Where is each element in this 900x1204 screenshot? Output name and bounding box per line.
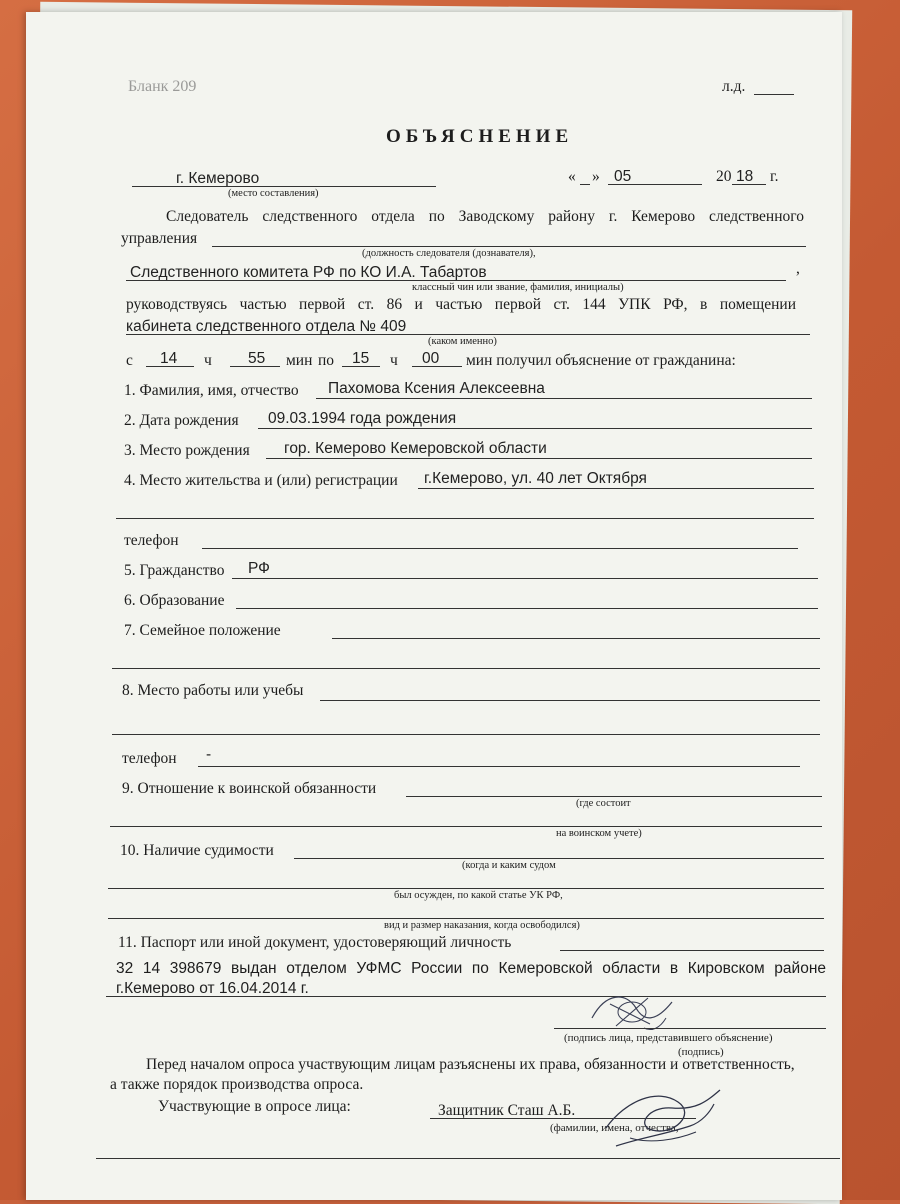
document-page	[26, 12, 842, 1200]
explain-line-2: а также порядок производства опроса.	[110, 1076, 364, 1093]
position-line	[212, 246, 806, 247]
investigator-comma: ,	[796, 260, 800, 277]
intro-line-2: управления	[121, 230, 198, 247]
time-to-min-line	[412, 366, 462, 367]
investigator-line	[126, 280, 786, 281]
position-caption: (должность следователя (дознавателя),	[362, 248, 536, 259]
time-tail: мин получил объяснение от гражданина:	[466, 352, 736, 369]
field-10-line-2	[108, 888, 824, 889]
field-9-line-2	[110, 826, 822, 827]
participant-value: Защитник Сташ А.Б.	[438, 1102, 576, 1119]
field-5-line	[232, 578, 818, 579]
time-from-label: с	[126, 352, 133, 369]
participant-caption: (фамилии, имена, отчества,	[550, 1122, 679, 1134]
signature-caption-2: (подпись)	[678, 1046, 724, 1058]
case-sheet-line	[754, 94, 794, 95]
field-4-label: 4. Место жительства и (или) регистрации	[124, 472, 398, 489]
field-3-value: гор. Кемерово Кемеровской области	[284, 440, 547, 457]
field-11-value-1: 32 14 398679 выдан отделом УФМС России по Кемеровской области в Кировском районе	[116, 960, 826, 977]
room-value: кабинета следственного отдела № 409	[126, 318, 407, 335]
phone-2-value: -	[206, 746, 212, 763]
field-4-line-2	[116, 518, 814, 519]
time-to-hour-line	[342, 366, 380, 367]
document-title: ОБЪЯСНЕНИЕ	[386, 126, 574, 147]
time-from-hour-line	[146, 366, 194, 367]
phone-2-line	[198, 766, 800, 767]
time-from-min-line	[230, 366, 280, 367]
guided-line: руководствуясь частью первой ст. 86 и частью первой ст. 144 УПК РФ, в помещении	[126, 296, 796, 313]
phone-2-label: телефон	[122, 750, 177, 767]
field-11-value-2: г.Кемерово от 16.04.2014 г.	[116, 980, 309, 997]
field-11-label: 11. Паспорт или иной документ, удостоверяющий личность	[118, 934, 512, 951]
field-10-caption-2: был осужден, по какой статье УК РФ,	[394, 890, 563, 901]
date-month-value: 05	[614, 168, 632, 185]
date-close-quote: »	[592, 168, 600, 185]
time-from-hour: 14	[160, 350, 178, 367]
participants-line-2	[96, 1158, 840, 1159]
investigator-value: Следственного комитета РФ по КО И.А. Табартов	[130, 264, 487, 281]
field-11-line	[560, 950, 824, 951]
field-5-value: РФ	[248, 560, 270, 577]
field-3-label: 3. Место рождения	[124, 442, 250, 459]
field-10-caption-1: (когда и каким судом	[462, 860, 556, 871]
field-9-label: 9. Отношение к воинской обязанности	[122, 780, 377, 797]
field-2-label: 2. Дата рождения	[124, 412, 239, 429]
field-7-line-2	[112, 668, 820, 669]
field-10-line	[294, 858, 824, 859]
participants-label: Участвующие в опросе лица:	[158, 1098, 351, 1115]
field-10-caption-3: вид и размер наказания, когда освободился)	[384, 920, 580, 931]
field-11-line-2	[106, 996, 826, 997]
time-to-label: по	[318, 352, 335, 369]
field-2-line	[258, 428, 812, 429]
place-caption: (место составления)	[228, 188, 319, 199]
field-5-label: 5. Гражданство	[124, 562, 225, 579]
field-6-label: 6. Образование	[124, 592, 225, 609]
explain-line-1: Перед началом опроса участвующим лицам разъяснены их права, обязанности и ответственность,	[146, 1056, 795, 1073]
rank-caption: классный чин или звание, фамилия, инициалы)	[412, 282, 624, 293]
intro-line-1: Следователь следственного отдела по Заводскому району г. Кемерово следственного	[166, 208, 804, 225]
field-10-label: 10. Наличие судимости	[120, 842, 274, 859]
phone-label: телефон	[124, 532, 179, 549]
year-label: г.	[770, 168, 779, 185]
hour-label-1: ч	[204, 352, 212, 369]
time-from-min: 55	[248, 350, 266, 367]
signature-caption-1: (подпись лица, представившего объяснение)	[564, 1032, 773, 1044]
field-10-line-3	[108, 918, 824, 919]
field-1-value: Пахомова Ксения Алексеевна	[328, 380, 545, 397]
field-8-line-2	[112, 734, 820, 735]
phone-line	[202, 548, 798, 549]
hour-label-2: ч	[390, 352, 398, 369]
field-7-line	[332, 638, 820, 639]
field-1-label: 1. Фамилия, имя, отчество	[124, 382, 299, 399]
blank-label: Бланк 209	[128, 78, 197, 95]
date-month-line	[608, 184, 702, 185]
year-prefix: 20	[716, 168, 732, 185]
field-2-value: 09.03.1994 года рождения	[268, 410, 457, 427]
room-caption: (каком именно)	[428, 336, 497, 347]
place-line	[132, 186, 436, 187]
field-4-line	[418, 488, 814, 489]
year-suffix-value: 18	[736, 168, 754, 185]
field-3-line	[266, 458, 812, 459]
year-line	[732, 184, 766, 185]
field-6-line	[236, 608, 818, 609]
case-sheet-label: л.д.	[722, 78, 746, 95]
field-4-value: г.Кемерово, ул. 40 лет Октября	[424, 470, 647, 487]
room-line	[126, 334, 810, 335]
signature-mark-2	[586, 1082, 736, 1162]
field-7-label: 7. Семейное положение	[124, 622, 281, 639]
field-8-label: 8. Место работы или учебы	[122, 682, 304, 699]
place-value: г. Кемерово	[176, 170, 260, 187]
time-to-min: 00	[422, 350, 440, 367]
field-8-line	[320, 700, 820, 701]
min-label-1: мин	[286, 352, 313, 369]
field-9-caption-2: на воинском учете)	[556, 828, 642, 839]
date-day-line	[580, 184, 590, 185]
time-to-hour: 15	[352, 350, 370, 367]
field-1-line	[316, 398, 812, 399]
date-open-quote: «	[568, 168, 576, 185]
field-9-caption-1: (где состоит	[576, 798, 631, 809]
signature-line-1	[554, 1028, 826, 1029]
field-9-line	[406, 796, 822, 797]
